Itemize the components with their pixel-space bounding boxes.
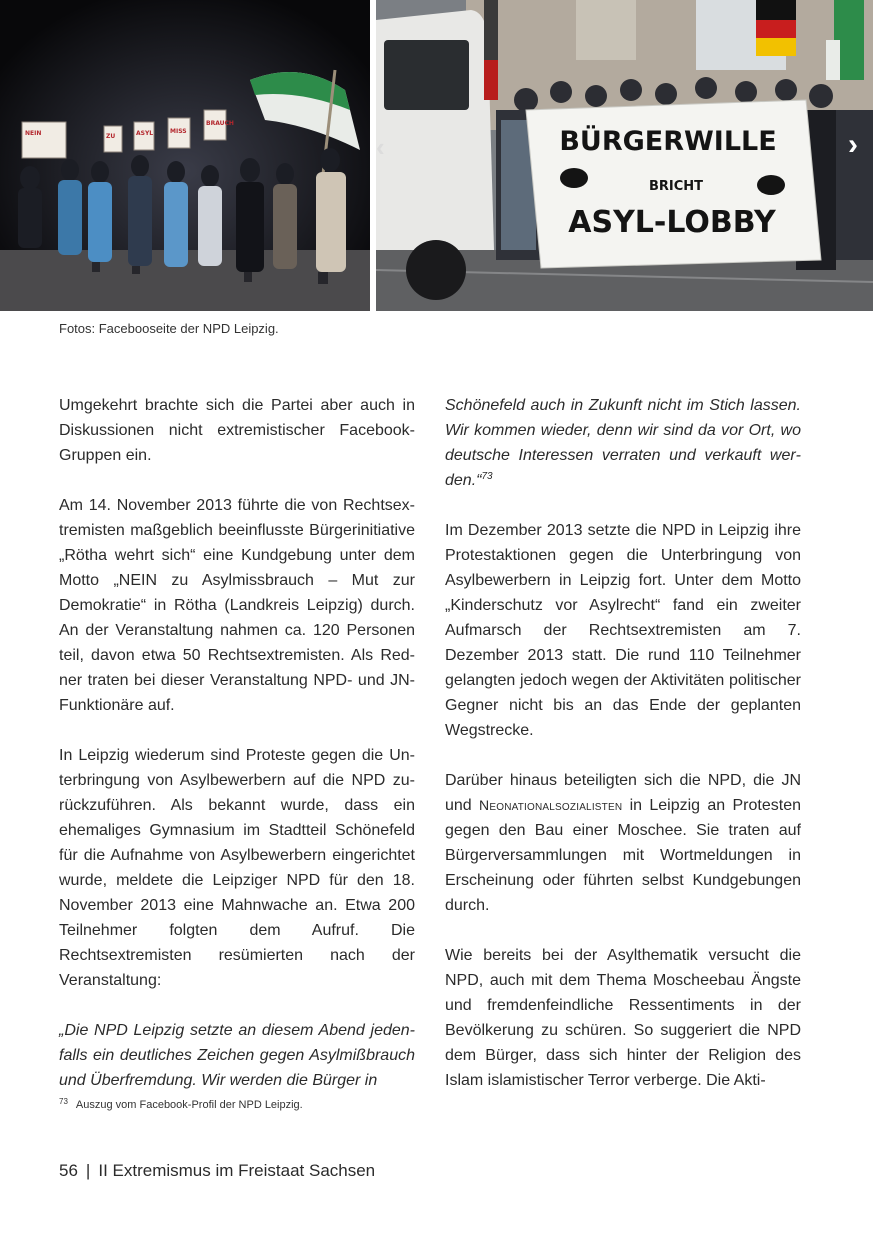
sign-text-3: ASYL xyxy=(136,130,154,137)
sign-text-5: BRAUCH xyxy=(206,120,234,127)
footnote-number: 73 xyxy=(59,1097,68,1106)
paragraph: Umgekehrt brachte sich die Partei aber auch in Diskussionen nicht extremistischer Facebook-Gruppen ein. xyxy=(59,397,415,464)
photo-banner-march xyxy=(376,0,873,311)
smallcaps-term: Neonationalsozialisten xyxy=(479,797,623,813)
quote-paragraph: „Die NPD Leipzig setzte an diesem Abend jedenfalls ein deutliches Zeichen gegen Asylmißbrauch und Überfremdung. Wir werden die Bürger in xyxy=(59,1022,415,1089)
footer-separator: | xyxy=(85,1161,91,1180)
paragraph: In Leipzig wiederum sind Proteste gegen die Unterbringung von Asylbewerbern auf die NPD zurückzuführen. Als bekannt wurde, dass ein ehemaliges Gymnasium im Stadtteil Schönefeld für die Aufnahme von Asylbewerbern eingerichtet wurde, meldete die Leipziger NPD für den 18. November 2013 eine Mahnwache an. Etwa 200 Teilnehmer folgten dem Aufruf. Die Rechtsextremisten resümierten nach der Veranstaltung: xyxy=(59,747,415,989)
sign-text-4: MISS xyxy=(170,128,187,135)
banner-text-line3: ASYL-LOBBY xyxy=(568,205,776,240)
photo-night-rally xyxy=(0,0,370,311)
carousel-next-arrow-icon[interactable]: › xyxy=(848,128,858,161)
right-column xyxy=(445,393,801,1118)
paragraph: Im Dezember 2013 setzte die NPD in Leipzig ihre Protestaktionen gegen die Unterbringung von Asylbewerbern in Leipzig fort. Unter dem Motto „Kinderschutz vor Asylrecht“ fand ein zweiter Aufmarsch der Rechtsextremisten am 7. Dezember 2013 statt. Die rund 110 Teilnehmer gelangten jedoch wegen der Aktivitäten politischer Gegner nicht bis an das Ende der geplanten Wegstrecke. xyxy=(445,522,801,739)
banner-march-illustration xyxy=(376,0,873,311)
page-number: 56 xyxy=(59,1161,78,1180)
sign-text-2: ZU xyxy=(106,133,116,140)
paragraph-text-end: in Leipzig an Protesten gegen den Bau einer Moschee. Sie traten auf Bürgerversammlungen mit Wortmeldungen in Erscheinung oder führten selbst Kundgebungen durch. xyxy=(445,797,801,914)
banner-text-line1: BÜRGERWILLE xyxy=(559,126,777,157)
paragraph: Wie bereits bei der Asylthematik versucht die NPD, auch mit dem Thema Moscheebau Ängste und fremdenfeindliche Ressentiments in der Bevölkerung zu schüren. So suggeriert die NPD dem Bürger, dass sich hinter der Religion des Islam islamistischer Terror verberge. Die Akti- xyxy=(445,947,801,1089)
sign-text-1: NEIN xyxy=(25,130,42,137)
night-rally-illustration xyxy=(0,0,370,311)
photo-caption: Fotos: Facebooseite der NPD Leipzig. xyxy=(59,321,279,336)
carousel-prev-arrow-icon[interactable]: ‹ xyxy=(376,132,385,162)
footnote-reference[interactable]: 73 xyxy=(481,471,493,482)
paragraph xyxy=(445,768,801,918)
section-title: II Extremismus im Freistaat Sachsen xyxy=(98,1161,376,1180)
left-column xyxy=(59,393,415,1118)
paragraph-text-start: Darüber hinaus beteiligten sich die NPD, die JN und xyxy=(445,772,801,814)
quote-text: Schönefeld auch in Zukunft nicht im Stich lassen. Wir kommen wieder, denn wir sind da vor Ort, wo deutsche Interessen verraten und verkauft werden.“ xyxy=(445,397,801,489)
paragraph: Am 14. November 2013 führte die von Rechtsextremisten maßgeblich beeinflusste Bürgerinitiative „Rötha wehrt sich“ eine Kundgebung unter dem Motto „NEIN zu Asylmissbrauch – Mut zur Demokratie“ in Rötha (Landkreis Leipzig) durch. An der Veranstaltung nahmen ca. 120 Personen teil, davon etwa 50 Rechtsextremisten. Als Redner traten bei dieser Veranstaltung NPD- und JN-Funktionäre auf. xyxy=(59,497,415,714)
banner-text-line2: BRICHT xyxy=(648,179,704,194)
footnote-text: Auszug vom Facebook-Profil der NPD Leipzig. xyxy=(75,1099,303,1111)
page-footer xyxy=(59,1161,375,1181)
quote-continuation xyxy=(445,393,801,493)
footnote xyxy=(59,1097,303,1111)
